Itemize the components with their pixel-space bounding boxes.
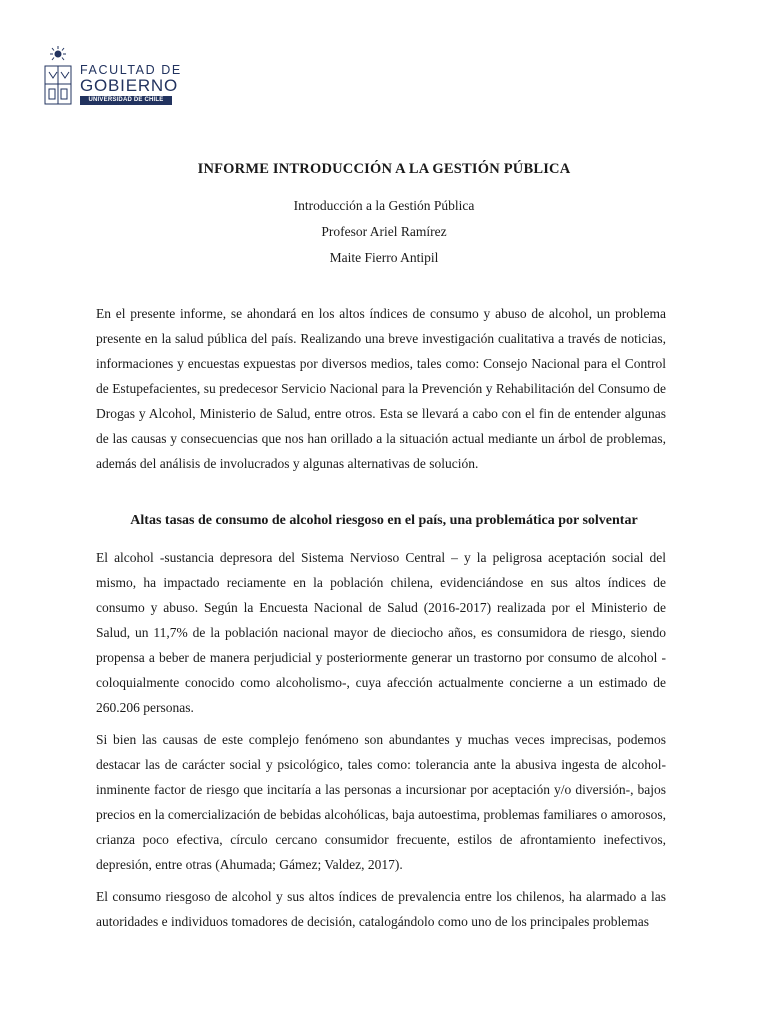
course-name: Introducción a la Gestión Pública <box>293 198 475 213</box>
author-name: Maite Fierro Antipil <box>329 250 439 265</box>
university-emblem-icon <box>42 44 74 108</box>
logo-line-university: UNIVERSIDAD DE CHILE <box>80 96 172 105</box>
body-paragraph-3: El consumo riesgoso de alcohol y sus altos índices de prevalencia entre los chilenos, ha alarmado a las autoridades e individuos tomadores de decisión, catalogándolo como uno de los principales problemas <box>96 889 666 929</box>
professor-name: Profesor Ariel Ramírez <box>321 224 447 239</box>
logo-wordmark <box>80 63 182 105</box>
logo-line-gobierno: GOBIERNO <box>80 76 179 95</box>
section-heading: Altas tasas de consumo de alcohol riesgoso en el país, una problemática por solventar <box>130 513 638 528</box>
body-paragraph-2: Si bien las causas de este complejo fenómeno son abundantes y muchas veces imprecisas, podemos destacar las de carácter social y psicológico, tales como: tolerancia ante la abusiva ingesta de alcohol-inminente factor de riesgo que incitaría a las personas a incursionar por aceptación y/o diversión-, bajos precios en la comercialización de bebidas alcohólicas, baja autoestima, problemas familiares o amorosos, crianza poco efectiva, círculo cercano consumidor frecuente, estilos de afrontamiento inefectivos, depresión, entre otras (Ahumada; Gámez; Valdez, 2017). <box>96 732 666 872</box>
faculty-logo <box>42 44 182 110</box>
logo-line-faculty: FACULTAD DE <box>80 63 182 77</box>
intro-paragraph: En el presente informe, se ahondará en los altos índices de consumo y abuso de alcohol, un problema presente en la salud pública del país. Realizando una breve investigación cualitativa a través de noticias, informaciones y encuestas expuestas por diversos medios, tales como: Consejo Nacional para el Control de Estupefacientes, su predecesor Servicio Nacional para la Prevención y Rehabilitación del Consumo de Drogas y Alcohol, Ministerio de Salud, entre otros. Esta se llevará a cabo con el fin de entender algunas de las causas y consecuencias que nos han orillado a la situación actual mediante un árbol de problemas, además del análisis de involucrados y algunas alternativas de solución. <box>96 306 666 471</box>
body-paragraph-1: El alcohol -sustancia depresora del Sistema Nervioso Central – y la peligrosa aceptación social del mismo, ha impactado reciamente en la población chilena, evidenciándose en sus altos índices de consumo y abuso. Según la Encuesta Nacional de Salud (2016-2017) realizada por el Ministerio de Salud, un 11,7% de la población nacional mayor de dieciocho años, es consumidora de riesgo, siendo propensa a beber de manera perjudicial y posteriormente generar un trastorno por consumo de alcohol -coloquialmente conocido como alcoholismo-, cuya afección actualmente concierne a un estimado de 260.206 personas. <box>96 550 666 715</box>
document-title: INFORME INTRODUCCIÓN A LA GESTIÓN PÚBLICA <box>197 161 571 177</box>
